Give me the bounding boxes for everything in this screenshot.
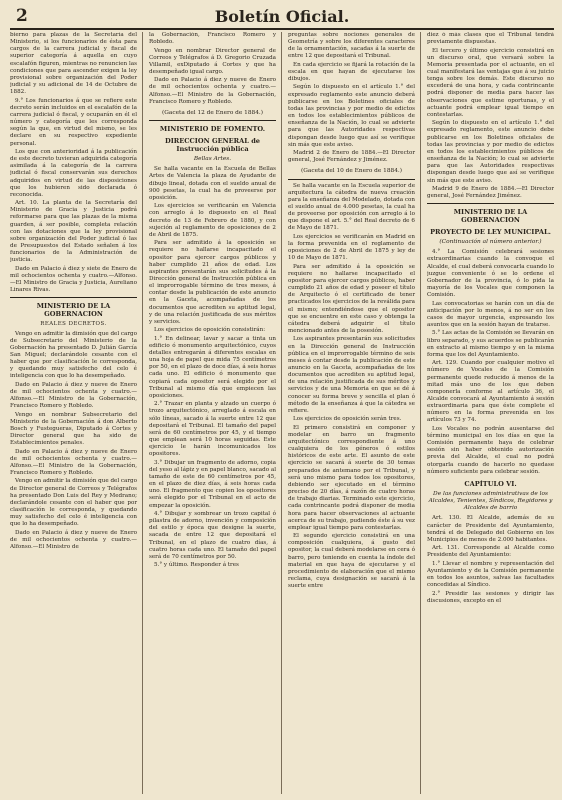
paragraph: Vengo en admitir la dimisión que del cargo de Subsecretario del Ministerio de la Gobernación ha presentado D. Julián García San Miguel; declarándole cesante con el haber que por clasificación le corresponda, y quedando muy satisfecho del celo é inteligencia con que lo ha desempeñado. (10, 330, 137, 380)
signature-paragraph: Dado en Palacio á diez y nueve de Enero de mil ochocientos ochenta y cuatro.—Alfonso.—El Ministro de (10, 529, 137, 550)
paragraph: Vengo en admitir la dimisión que del cargo de Director general de Correos y Telégrafos ha presentado Don Luis del Rey y Medrano; declarándole cesante con el haber que por clasificación le corresponda, y quedando muy satisfecho del celo é inteligencia con que lo ha desempeñado. (10, 478, 137, 528)
paragraph: 1.° Llevar el nombre y representación del Ayuntamiento y de la Comisión permanente en todos los asuntos, salvas las facultades concedidas al Síndico. (427, 560, 554, 589)
signature-paragraph: Dado en Palacio á diez y nueve de Enero de mil ochocientos ochenta y cuatro.—Alfonso.—El Ministro de la Gobernación, Francisco Romero y Robledo. (10, 381, 137, 410)
paragraph: 9.° Los funcionarios á que se refiere este decreto serán incluidos en el escalafón de la carrera judicial ó fiscal, y ocuparán en él el número y categoría que les corresponda según la que, en virtud del mismo, se les declare en su respectivo expediente personal. (10, 97, 137, 147)
paragraph: la Gobernación, Francisco Romero y Robledo. (149, 32, 276, 46)
column-1 (10, 32, 143, 794)
section-heading: MINISTERIO DE LA GOBERNACION (36, 302, 111, 319)
divider (288, 179, 415, 180)
paragraph: Los aspirantes presentarán sus solicitudes en la Dirección general de Instrucción pública en el improrrogable término de seis meses á contar desde la publicación de este anuncio en la Gaceta, acompañadas de los documentos que acrediten su aptitud legal, de una relación justificada de sus méritos y servicios y de una Memoria en que se dé á conocer su forma breve y sencilla el plan ó método de la enseñanza á que la cátedra se refiere. (288, 336, 415, 414)
paragraph: bierno para plazas de la Secretaría del Ministerio, si los funcionarios de ésta para cargos de la carrera judicial y fiscal de superior categoría á aquella en cuyo escalafón figuren, mientras no renuncien las condiciones que para ascender exigen la ley provisional sobre organización del Poder judicial y su adicional de 14 de Octubre de 1882. (10, 32, 137, 96)
paragraph: 5.° y último. Responder á tres (154, 562, 239, 569)
paragraph: Los que con anterioridad á la publicación de este decreto tuvieran adquirida categoría asimilada á la categoría de la carrera judicial ó fiscal conservarán sus derechos adquiridos en virtud de las disposiciones que los hubieren sido declarada ó reconocida. (10, 148, 137, 198)
signature-paragraph: Dado en Palacio á diez y nueve de Enero de mil ochocientos ochenta y cuatro.—Alfonso.—El Ministro de la Gobernación, Francisco Romero y Robledo. (10, 448, 137, 477)
divider (10, 297, 137, 298)
paragraph: Los Vocales no podrán ausentarse del término municipal en los días en que la Comisión permanente haya de celebrar sesión sin haber obtenido autorización previa del Alcalde, el cual no podrá otorgarla cuando de hacerlo no quedase número suficiente para celebrar sesión. (427, 425, 554, 475)
section-subheading: DIRECCION GENERAL de Instrucción pública (165, 137, 260, 154)
paragraph: Los ejercicios se verificarán en Madrid en la forma prevenida en el reglamento de oposiciones de 2 de Abril de 1875 y ley de 10 de Mayo de 1871. (288, 233, 415, 262)
paragraph: En cada ejercicio se fijará la rotación de la escala en que hayan de ejecutarse los dibujos. (288, 61, 415, 83)
signature-paragraph: Madrid 9 de Enero de 1884.—El Director general, José Fernández Jiménez. (427, 185, 554, 199)
page-number: 2 (16, 6, 28, 26)
paragraph: 4.° Dibujar y sombrear un trozo capital ó pilastra de adorno, invención y composición del estilo y época que designe la suerte, sacada de entre 12 que depositará el Tribunal, en el plazo de cuatro días, á cuatro horas cada uno. El tamaño del papel será de 70 centímetros por 50. (149, 510, 276, 560)
column-3 (288, 32, 421, 794)
text-columns (10, 32, 554, 794)
paragraph: Los ejercicios de oposición consistirán: (154, 327, 266, 334)
paragraph: Se halla vacante en la Escuela superior de arquitectura la cátedra de nueva creación para la enseñanza del Modelado, dotada con el sueldo anual de 4.000 pesetas, la cual ha de proveerse por oposición con arreglo á lo que dispone el art. 5.° del Real decreto de 6 de Mayo de 1871. (288, 182, 415, 232)
paragraph: Vengo en nombrar Subsecretario del Ministerio de la Gobernación á don Alberto Bosch y Fustegueras, Diputado á Cortes y Director general que ha sido de Establecimientos penales. (10, 411, 137, 447)
paragraph: Art. 129. Cuando por cualquier motivo el número de Vocales de la Comisión permanente quede reducido á menos de la mitad más uno de los que deben componerla conforme al artículo 36, el Alcalde convocará al Ayuntamiento á sesión extraordinaria para que éste complete el número en la forma prevenida en los artículos 73 y 74. (427, 360, 554, 424)
paragraph: El tercero y último ejercicio consistirá en un discurso oral, que versará sobre la Memoria presentada por el actuante, en el cual manifestará las ventajas que á su juicio tenga sobre los demás. Este discurso no excederá de una hora, y cada contrincante podrá disponer de media para hacer las observaciones que estime oportunas, y el actuante podrá emplear igual tiempo en contestarlas. (427, 47, 554, 118)
paragraph: Vengo en nombrar Director general de Correos y Telégrafos á D. Gregorio Cruzada Villamil, exDiputado á Cortes y que ha desempeñado igual cargo. (149, 47, 276, 75)
divider (149, 120, 276, 121)
paragraph: 2.° Presidir las sesiones y dirigir las discusiones, excepto en el (427, 590, 554, 604)
divider (427, 203, 554, 204)
page-header (10, 6, 554, 30)
section-heading: MINISTERIO DE FOMENTO. (159, 125, 266, 134)
signature-paragraph: Dado en Palacio á diez y siete de Enero de mil ochocientos ochenta y cuatro.—Alfonso.—El Ministro de Gracia y Justicia, Aureliano Linares Rivas. (10, 265, 137, 294)
paragraph: Art. 10. La planta de la Secretaría del Ministerio de Gracia y Justicia podrá reformarse para que las plazas de la misma guarden, á ser posible, completa relación con las dotaciones que la ley provisional sobre organización del Poder judicial ó las de Presupuestos del Estado señalen á los funcionarios de la Administración de justicia. (10, 200, 137, 264)
chapter-heading: CAPÍTULO VI. (464, 479, 517, 488)
paragraph: Se halla vacante en la Escuela de Bellas Artes de Valencia la plaza de Ayudante de dibujo lineal, dotada con el sueldo anual de 900 pesetas, la cual ha de proveerse por oposición. (149, 166, 276, 201)
section-subheading: REALES DECRETOS. (40, 321, 107, 328)
paragraph: 1.° En delinear, lavar y sacar a tinta un edificio ó monumento arquitectónico, cuyos detalles entregarán á diferentes escalas en una hoja de papel que mida 75 centímetros por 50, en el plazo de doce días, á seis horas cada uno. El edificio ó monumento que copiará cada opositor será elegido por el Tribunal al mismo día que empiecen las oposiciones. (149, 335, 276, 399)
dateline: (Gaceta del 12 de Enero de 1884.) (161, 109, 264, 116)
section-heading: MINISTERIO DE LA GOBERNACION (453, 208, 528, 225)
paragraph: El segundo ejercicio consistirá en una composición cualquiera, á gusto del opositor, la cual deberá modelarse en cera ó barro, pero teniendo en cuenta la índole del material en que haya de ejecutarse y el procedimiento de elaboración que el mismo reclama, cuya designación se sacará á la suerte entre (288, 533, 415, 590)
paragraph: Para ser admitido á la oposición se requiere no hallarse incapacitado el opositor para ejercer cargos públicos y haber cumplido 21 años de edad. Los aspirantes presentarán sus solicitudes á la Dirección general de Instrucción pública en el improrrogable término de tres meses, á contar desde la publicación de este anuncio en la Gaceta, acompañadas de los documentos que acrediten su aptitud legal, y de una relación justificada de sus méritos y servicios. (149, 240, 276, 325)
column-4 (427, 32, 554, 794)
paragraph: El primero consistirá en componer y modelar en barro un fragmento arquitectónico correspondiente á uno cualquiera de los géneros ó estilos históricos de este arte. El asunto de este ejercicio se sacará á suerte de 30 temas preparados de antemano por el Tribunal, y será uno mismo para todos los opositores, debiendo ser ejecutado en el término preciso de 20 días, á razón de cuatro horas de trabajo diarias. Terminado este ejercicio, cada contrincante podrá disponer de media hora para hacer observaciones al actuante acerca de su trabajo, pudiendo éste á su vez emplear igual tiempo para contestarlas. (288, 424, 415, 531)
continuation-note: (Continuación al número anterior.) (439, 239, 542, 246)
paragraph: preguntas sobre nociones generales de Geometría y sobre los diferentes caracteres de la ornamentación, sacadas á la suerte de entre 12 que depositará el Tribunal. (288, 32, 415, 60)
chapter-title: De las funciones administrativas de los Alcaldes, Tenientes, Síndicos, Regidores y Alcaldes de barrio (428, 490, 553, 512)
paragraph: Según lo dispuesto en el artículo 1.° del expresado reglamento, este anuncio debe publicarse en los Boletines oficiales de todas las provincias y por medio de edictos en todos los establecimientos públicos de enseñanza de la Nación; lo cual se advierte para que las Autoridades respectivas dispongan desde luego que así se verifique sin más que este aviso. (427, 120, 554, 184)
dateline: (Gaceta del 10 de Enero de 1884.) (300, 168, 403, 175)
masthead-title: Boletín Oficial. (214, 7, 350, 26)
column-2 (149, 32, 282, 794)
section-subheading: PROYECTO DE LEY MUNICIPAL. (430, 228, 551, 237)
section-label: Bellas Artes. (193, 156, 232, 163)
paragraph: 3.° Dibujar un fragmento de adorno, copia del yeso al lápiz y en papel blanco, sacado al tamaño de este de 60 centímetros por 45, en el plazo de diez días, á seis horas cada uno. El fragmento que copien los opositores será elegido por el Tribunal en el acto de empezar la oposición. (149, 459, 276, 509)
paragraph: Las convocatorias se harán con un día de anticipación por lo menos, á no ser en los casos de mayor urgencia, expresando los asuntos que en la sesión hayan de tratarse. (427, 300, 554, 329)
signature-paragraph: Madrid 2 de Enero de 1884.—El Director general, José Fernández y Jiménez. (288, 150, 415, 164)
paragraph: 4.° La Comisión celebrará sesiones extraordinarias cuando la convoque el Alcalde, el cual deberá convocarla cuando lo juzgue conveniente ó se lo ordene el Gobernador de la provincia, ó lo pida la mayoría de los Vocales que componen la Comisión. (427, 249, 554, 299)
paragraph: Art. 130. El Alcalde, además de su carácter de Presidente del Ayuntamiento, tendrá el de Delegado del Gobierno en los Municipios de menos de 2.000 habitantes. (427, 515, 554, 543)
paragraph: diez ó más clases que el Tribunal tendrá previamente dispuestas. (427, 32, 554, 46)
paragraph: Según lo dispuesto en el artículo 1.° del expresado reglamento este anuncio deberá publicarse en los Boletines oficiales de todas las provincias y por medio de edictos en todos los establecimientos públicos de enseñanza de la Nación, lo cual se advierte para que las Autoridades respectivas dispongan desde luego que así se verifique sin más que este aviso. (288, 84, 415, 148)
paragraph: Art. 131. Corresponde al Alcalde como Presidente del Ayuntamiento: (427, 545, 554, 559)
paragraph: Los ejercicios de oposición serán tres. (293, 416, 402, 423)
paragraph: 5.° Las actas de la Comisión se llevarán en libro separado, y sus acuerdos se publicarán en extracto al mismo tiempo y en la misma forma que los del Ayuntamiento. (427, 330, 554, 358)
paragraph: Para ser admitido á la oposición se requiere no hallarse incapacitado el opositor para ejercer cargos públicos, haber cumplido 21 años de edad y poseer el título de Arquitecto ó el certificado de tener practicados los ejercicios de la reválida para el mismo; entendiéndose que el opositor que se encuentre en este caso y obtenga la cátedra deberá adquirir el título mencionado antes de la posesión. (288, 263, 415, 335)
paragraph: 2.° Trazar en planta y alzado un cuerpo ó trozo arquitectónico, arreglado á escala en sólo líneas, sacado á la suerte entre 12 que depositará el Tribunal. El tamaño del papel será de 60 centímetros por 45, y el tiempo que emplean será 10 horas seguidas. Este ejercicio le harán incomunicados los opositores. (149, 401, 276, 458)
signature-paragraph: Dado en Palacio á diez y nueve de Enero de mil ochocientos ochenta y cuatro.—Alfonso.—El Ministro de la Gobernación, Francisco Romero y Robledo. (149, 77, 276, 105)
paragraph: Los ejercicios se verificarán en Valencia con arreglo á lo dispuesto en el Real decreto de 13 de Febrero de 1880, y con sujeción al reglamento de oposiciones de 2 de Abril de 1875. (149, 203, 276, 238)
